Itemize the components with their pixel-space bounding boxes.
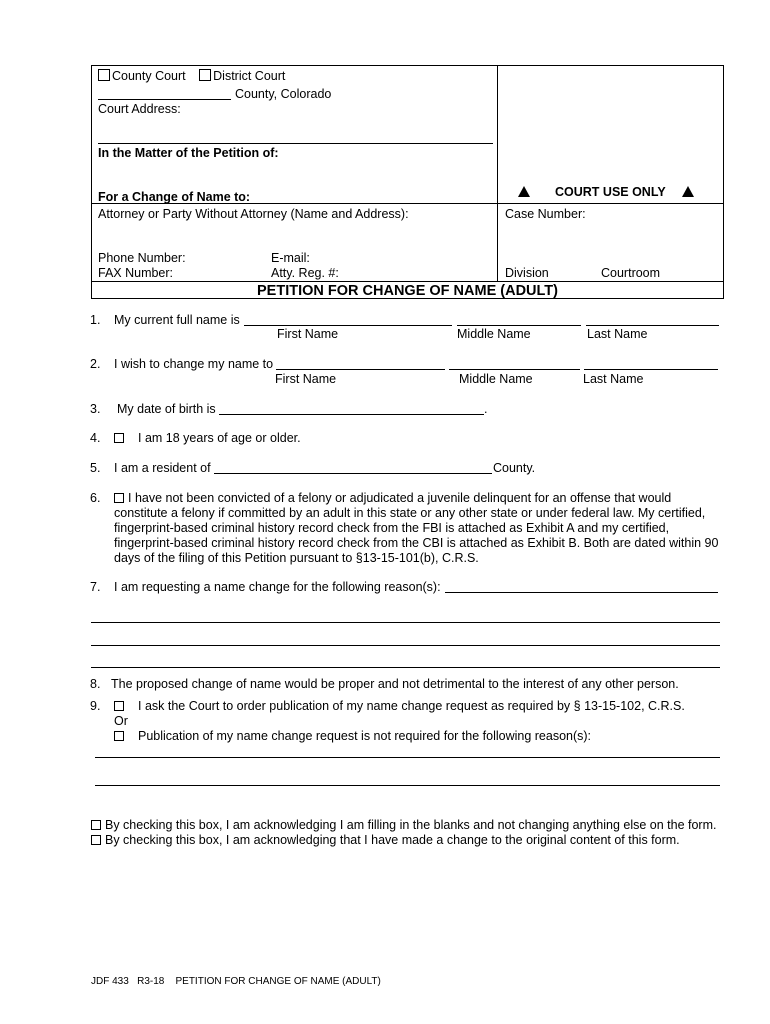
ack-no-changes-checkbox[interactable] bbox=[91, 820, 101, 830]
felony-checkbox[interactable] bbox=[114, 493, 124, 503]
county-suffix: County. bbox=[493, 461, 536, 475]
up-arrow-icon bbox=[518, 186, 530, 197]
county-court-option[interactable]: County Court bbox=[98, 69, 186, 83]
form-footer: JDF 433 R3-18 PETITION FOR CHANGE OF NAME (ADULT) bbox=[91, 976, 381, 987]
ack-changes-option[interactable] bbox=[91, 833, 680, 847]
reason-label: I am requesting a name change for the following reason(s): bbox=[114, 580, 441, 594]
case-number-label: Case Number: bbox=[505, 207, 586, 221]
reason-line[interactable] bbox=[91, 645, 720, 646]
resident-label: I am a resident of bbox=[114, 461, 211, 475]
title-row-divider bbox=[91, 281, 724, 282]
division-label: Division bbox=[505, 266, 549, 280]
no-publication-text: Publication of my name change request is not required for the following reason(s): bbox=[138, 729, 592, 743]
item-number: 5. bbox=[90, 461, 101, 475]
attorney-label: Attorney or Party Without Attorney (Name and Address): bbox=[98, 207, 409, 221]
new-middle-name-field[interactable] bbox=[449, 369, 580, 370]
no-publication-reason-line[interactable] bbox=[95, 757, 720, 758]
middle-name-caption: Middle Name bbox=[457, 327, 531, 341]
item-number: 3. bbox=[90, 402, 101, 416]
county-name-field[interactable] bbox=[98, 99, 231, 100]
current-last-name-field[interactable] bbox=[586, 325, 719, 326]
dob-period: . bbox=[484, 402, 488, 416]
middle-name-caption: Middle Name bbox=[459, 372, 533, 386]
change-to-label: For a Change of Name to: bbox=[98, 190, 251, 204]
reason-field[interactable] bbox=[445, 592, 718, 593]
form-title: PETITION FOR CHANGE OF NAME (ADULT) bbox=[257, 283, 558, 299]
or-label: Or bbox=[114, 714, 128, 728]
age-statement: I am 18 years of age or older. bbox=[138, 431, 301, 445]
no-publication-reason-line[interactable] bbox=[95, 785, 720, 786]
current-middle-name-field[interactable] bbox=[457, 325, 581, 326]
publication-text: I ask the Court to order publication of my name change request as required by § 13-15-102, C.R.S. bbox=[138, 699, 685, 713]
age-checkbox[interactable] bbox=[114, 433, 124, 443]
no-publication-checkbox[interactable] bbox=[114, 731, 124, 741]
caption-box bbox=[91, 65, 724, 299]
first-name-caption: First Name bbox=[277, 327, 339, 341]
publication-option[interactable] bbox=[114, 699, 685, 713]
atty-reg-label: Atty. Reg. #: bbox=[271, 266, 339, 280]
email-label: E-mail: bbox=[271, 251, 310, 265]
felony-text-line: fingerprint-based criminal history record check from the CBI is attached as Exhibit B. Both are dated within 90 bbox=[114, 536, 719, 550]
ack-no-changes-option[interactable] bbox=[91, 818, 716, 832]
item-number: 2. bbox=[90, 357, 101, 371]
fax-label: FAX Number: bbox=[98, 266, 174, 280]
reason-line[interactable] bbox=[91, 622, 720, 623]
district-court-checkbox[interactable] bbox=[199, 69, 211, 81]
district-court-option[interactable]: District Court bbox=[199, 69, 285, 83]
item-number: 7. bbox=[90, 580, 101, 594]
courtroom-label: Courtroom bbox=[601, 266, 661, 280]
current-first-name-field[interactable] bbox=[244, 325, 452, 326]
age-option[interactable] bbox=[114, 431, 301, 445]
court-use-only-label: COURT USE ONLY bbox=[555, 185, 666, 199]
current-name-label: My current full name is bbox=[114, 313, 240, 327]
item-number: 9. bbox=[90, 699, 101, 713]
new-name-label: I wish to change my name to bbox=[114, 357, 274, 371]
item-number: 4. bbox=[90, 431, 101, 445]
item-number: 8. bbox=[90, 677, 101, 691]
dob-field[interactable] bbox=[219, 414, 484, 415]
ack-changes-text: By checking this box, I am acknowledging that I have made a change to the original content of this form. bbox=[105, 833, 680, 847]
felony-text-line: I have not been convicted of a felony or adjudicated a juvenile delinquent for an offense that would bbox=[128, 491, 672, 505]
county-label: County, Colorado bbox=[235, 87, 332, 101]
phone-label: Phone Number: bbox=[98, 251, 186, 265]
felony-text-line: days of the filing of this Petition pursuant to §13-15-101(b), C.R.S. bbox=[114, 551, 479, 565]
resident-county-field[interactable] bbox=[214, 473, 492, 474]
first-name-caption: First Name bbox=[275, 372, 337, 386]
last-name-caption: Last Name bbox=[587, 327, 648, 341]
new-first-name-field[interactable] bbox=[276, 369, 445, 370]
new-last-name-field[interactable] bbox=[584, 369, 718, 370]
felony-text-line: constitute a felony if committed by an adult in this state or any other state or under federal law. My certified, bbox=[114, 506, 706, 520]
county-court-checkbox[interactable] bbox=[98, 69, 110, 81]
publication-checkbox[interactable] bbox=[114, 701, 124, 711]
up-arrow-icon bbox=[682, 186, 694, 197]
last-name-caption: Last Name bbox=[583, 372, 644, 386]
dob-label: My date of birth is bbox=[117, 402, 216, 416]
court-type-row bbox=[98, 69, 285, 83]
reason-line[interactable] bbox=[91, 667, 720, 668]
ack-no-changes-text: By checking this box, I am acknowledging I am filling in the blanks and not changing anything else on the form. bbox=[105, 818, 717, 832]
matter-label: In the Matter of the Petition of: bbox=[98, 146, 279, 160]
proper-change-statement: The proposed change of name would be proper and not detrimental to the interest of any other person. bbox=[111, 677, 679, 691]
no-publication-option[interactable] bbox=[114, 729, 591, 743]
felony-option[interactable] bbox=[114, 491, 671, 505]
ack-changes-checkbox[interactable] bbox=[91, 835, 101, 845]
item-number: 1. bbox=[90, 313, 101, 327]
court-address-label: Court Address: bbox=[98, 102, 181, 116]
item-number: 6. bbox=[90, 491, 101, 505]
felony-text-line: fingerprint-based criminal history record check from the FBI is attached as Exhibit A and my certified, bbox=[114, 521, 670, 535]
caption-divider bbox=[497, 65, 498, 281]
court-address-field[interactable] bbox=[98, 143, 493, 144]
